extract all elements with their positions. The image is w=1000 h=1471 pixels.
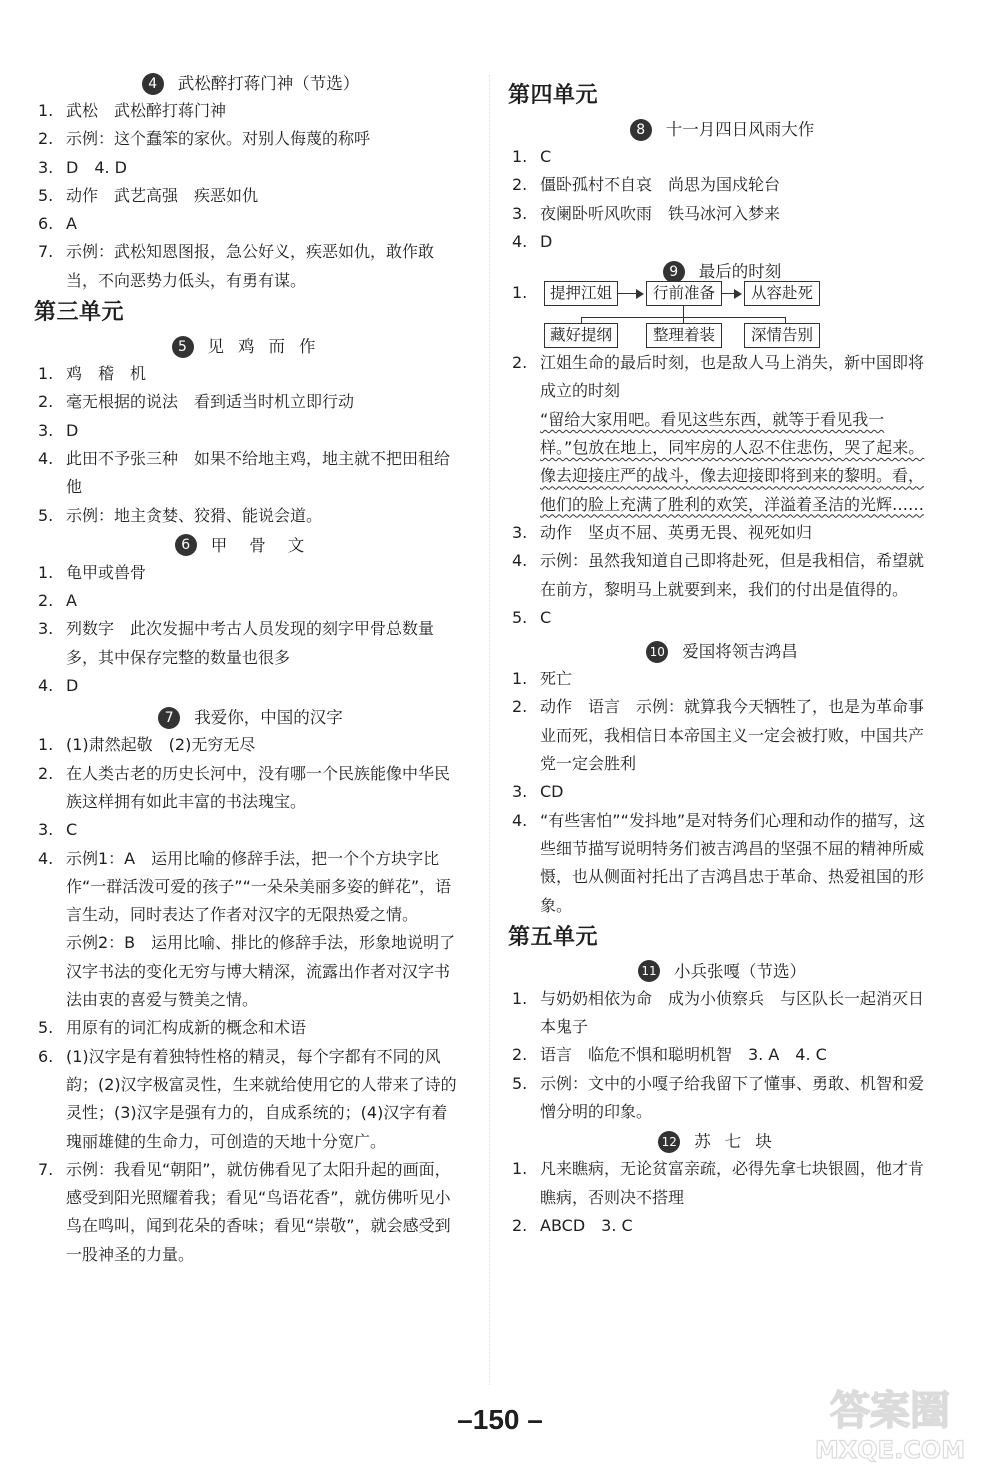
- answer-item: [38, 502, 463, 530]
- answer-number: 2.: [38, 129, 54, 149]
- answer-text: 动作 武艺高强 疾恶如仇: [66, 185, 259, 205]
- answer-number: 2.: [512, 353, 528, 373]
- answer-number: 2.: [512, 1215, 528, 1235]
- answer-number: 2.: [38, 763, 54, 783]
- answer-list: [512, 665, 932, 920]
- answer-text: 示例：武松知恩图报，急公好义，疾恶如仇，敢作敢当，不向恶势力低头，有勇有谋。: [66, 242, 435, 290]
- answer-text: D 4. D: [66, 157, 127, 177]
- answer-item: [38, 1014, 463, 1042]
- answer-number: 7.: [38, 1159, 54, 1179]
- answer-item: [38, 587, 463, 615]
- answer-number: 1.: [512, 669, 528, 689]
- quote-text: “留给大家用吧。看见这些东西，就等于看见我一样。”包放在地上，同牢房的人忍不住悲伤，哭了起来。: [540, 409, 925, 458]
- answer-number: 1.: [512, 147, 528, 166]
- answer-item: [512, 349, 932, 406]
- answer-list: [38, 97, 463, 295]
- section-title-5: [38, 331, 463, 360]
- answer-number: 6.: [38, 1046, 54, 1066]
- answer-item: [512, 200, 932, 228]
- answer-item: [38, 559, 463, 587]
- section-number-badge: 5: [172, 336, 194, 358]
- answer-item: [38, 182, 463, 210]
- answer-text: 示例1：A 运用比喻的修辞手法，把一个个方块字比作“一群活泼可爱的孩子”“一朵朵美丽多姿的鲜花”，语言生动，同时表达了作者对汉字的无限热爱之情。: [66, 848, 452, 925]
- answer-text: ABCD 3. C: [540, 1215, 633, 1235]
- section-title-6: [38, 530, 463, 559]
- answer-text: 鸡 稽 机: [66, 364, 147, 384]
- answer-text: 凡来瞧病，无论贫富亲疏，必得先拿七块银圆，他才肯瞧病，否则决不搭理: [540, 1159, 925, 1207]
- answer-list: [512, 985, 932, 1126]
- section-title-7: [38, 702, 463, 731]
- right-column: [508, 78, 932, 1240]
- answer-number: 4.: [38, 448, 54, 468]
- answer-number: 3.: [512, 522, 528, 542]
- answer-text: 毫无根据的说法 看到适当时机立即行动: [66, 392, 355, 412]
- answer-number: 3.: [38, 157, 54, 177]
- answer-text: 动作 语言 示例：就算我今天牺牲了，也是为革命事业而死，我相信日本帝国主义一定会被打败，中国共产党一定会胜利: [540, 697, 925, 774]
- answer-item: [512, 143, 932, 171]
- answer-item: [512, 519, 932, 547]
- answer-number: 7.: [38, 242, 54, 262]
- section-number-badge: 9: [663, 261, 685, 283]
- diagram-box-bottom-1: 藏好提纲: [544, 323, 618, 348]
- answer-item: [38, 388, 463, 416]
- answer-text: 示例：虽然我知道自己即将赴死，但是我相信，希望就在前方，黎明马上就要到来，我们的付出是值得的。: [540, 551, 925, 599]
- answer-item: [512, 693, 932, 778]
- answer-text: 僵卧孤村不自哀 尚思为国戍轮台: [540, 175, 781, 195]
- answer-list: [512, 519, 932, 632]
- answer-text: 动作 坚贞不屈、英勇无畏、视死如归: [540, 522, 813, 542]
- section-title-text: 甲骨文: [210, 535, 327, 555]
- answer-item: [512, 985, 932, 1042]
- answer-item: [512, 1212, 932, 1240]
- answer-number: 6.: [38, 214, 54, 234]
- answer-list: [512, 1155, 932, 1240]
- answer-number: 4.: [512, 551, 528, 571]
- answer-number: 5.: [38, 1018, 54, 1038]
- answer-item: [512, 807, 932, 920]
- answer-item: [38, 238, 463, 295]
- answer-number: 1.: [512, 988, 528, 1008]
- answer-text: C: [540, 607, 552, 627]
- diagram-box-top-1: 提押江姐: [544, 281, 618, 306]
- answer-text: 示例：文中的小嘎子给我留下了懂事、勇敢、机智和爱憎分明的印象。: [540, 1073, 925, 1122]
- answer-number: 5.: [512, 1073, 528, 1093]
- answer-item: [38, 615, 463, 672]
- answer-item: [38, 845, 463, 930]
- answer-item: [512, 604, 932, 632]
- answer-number: 1.: [38, 101, 54, 120]
- answer-item: [512, 1070, 932, 1127]
- answer-number: 3.: [512, 782, 528, 802]
- answer-number: 3.: [38, 619, 54, 639]
- answer-item: [38, 360, 463, 388]
- answer-text: (1)汉字是有着独特性格的精灵，每个字都有不同的风韵；(2)汉字极富灵性，生来就给使用它的人带来了诗的灵性；(3)汉字是强有力的，自成系统的；(4)汉字有着瑰丽雄健的生命力，可创造的天地十分宽广。: [66, 1046, 457, 1151]
- answer-item: [512, 547, 932, 604]
- section-title-text: 我爱你，中国的汉字: [194, 708, 343, 728]
- answer-number: 4.: [512, 231, 528, 251]
- diagram-connector: [618, 293, 638, 294]
- diagram-box-top-2: 行前准备: [646, 281, 722, 306]
- answer-item: [38, 417, 463, 445]
- answer-number: 2.: [512, 697, 528, 717]
- answer-item: [512, 665, 932, 693]
- section-title-10: [512, 636, 932, 665]
- answer-item: [38, 97, 463, 125]
- answer-number: 4.: [38, 676, 54, 696]
- answer-text: 武松 武松醉打蒋门神: [66, 101, 227, 120]
- answer-item: [512, 228, 932, 256]
- left-column: [34, 68, 463, 1269]
- arrow-right-icon: [636, 289, 644, 299]
- answer-number: 4.: [38, 848, 54, 868]
- answer-item: [38, 731, 463, 759]
- answer-item: [38, 1156, 463, 1269]
- answer-item: [38, 760, 463, 817]
- flow-diagram: [512, 281, 932, 347]
- answer-item: [38, 929, 463, 1014]
- answer-text: 示例2：B 运用比喻、排比的修辞手法，形象地说明了汉字书法的变化无穷与博大精深，流露出作者对汉字书法由衷的喜爱与赞美之情。: [66, 933, 456, 1010]
- section-title-text: 武松醉打蒋门神（节选）: [177, 74, 360, 93]
- unit-heading-4: 第四单元: [508, 82, 599, 108]
- answer-number: 2.: [38, 591, 54, 611]
- answer-number: [38, 929, 66, 1014]
- answer-item: [512, 1155, 932, 1212]
- answer-number: 1.: [38, 562, 54, 582]
- answer-text: C: [66, 820, 78, 840]
- section-title-text: 十一月四日风雨大作: [665, 120, 815, 139]
- answer-list: [38, 731, 463, 1269]
- column-separator: [489, 75, 490, 1385]
- answer-number: 2.: [512, 175, 528, 195]
- answer-text: 示例：地主贪婪、狡猾、能说会道。: [66, 505, 323, 525]
- answer-text: 用原有的词汇构成新的概念和术语: [66, 1018, 307, 1038]
- answer-text: A: [66, 214, 77, 234]
- answer-number: 2.: [38, 392, 54, 412]
- answer-text: 与奶奶相依为命 成为小侦察兵 与区队长一起消灭日本鬼子: [540, 988, 925, 1037]
- section-title-text: 苏七块: [694, 1132, 786, 1152]
- answer-text: CD: [540, 782, 564, 802]
- answer-item: [38, 445, 463, 502]
- answer-item: [512, 1041, 932, 1069]
- answer-number: 1.: [38, 364, 54, 384]
- section-number-badge: 7: [158, 707, 180, 729]
- answer-item: [38, 210, 463, 238]
- answer-number: 5.: [38, 185, 54, 205]
- answer-item: [38, 154, 463, 182]
- section-number-badge: 11: [638, 960, 660, 982]
- diagram-box-bottom-3: 深情告别: [744, 323, 820, 348]
- answer-text: 龟甲或兽骨: [66, 562, 147, 582]
- answer-item: [512, 171, 932, 199]
- quote-text: 像去迎接庄严的战斗，像去迎接即将到来的黎明。看，他们的脸上充满了胜利的欢笑，洋溢着圣洁的光辉……: [540, 466, 925, 514]
- answer-item: [38, 672, 463, 700]
- section-number-badge: 4: [142, 73, 164, 95]
- quote-block-2: [512, 462, 932, 519]
- section-title-text: 见鸡而作: [207, 337, 330, 357]
- quote-block-1: [512, 406, 932, 463]
- answer-number: 1.: [38, 735, 54, 755]
- answer-number: 5.: [512, 607, 528, 627]
- answer-text: 语言 临危不惧和聪明机智 3. A 4. C: [540, 1045, 827, 1065]
- answer-text: C: [540, 147, 552, 166]
- answer-text: D: [540, 231, 553, 251]
- answer-text: D: [66, 420, 79, 440]
- answer-number: 5.: [38, 505, 54, 525]
- section-title-4: [38, 68, 463, 97]
- answer-text: (1)肃然起敬 (2)无穷无尽: [66, 735, 256, 755]
- answer-list: [512, 143, 932, 256]
- section-title-text: 最后的时刻: [698, 262, 782, 282]
- diagram-box-top-3: 从容赴死: [744, 281, 820, 306]
- answer-item: [38, 1043, 463, 1156]
- section-title-8: [512, 114, 932, 143]
- answer-text: 死亡: [540, 669, 573, 689]
- answer-number: 3.: [512, 203, 528, 223]
- answer-number: 3.: [38, 820, 54, 840]
- section-number-badge: 12: [658, 1131, 680, 1153]
- answer-number: 4.: [512, 810, 528, 830]
- answer-number: 1.: [512, 1159, 528, 1179]
- svg-text:答案圈: 答案圈: [830, 1388, 950, 1434]
- answer-text: 在人类古老的历史长河中，没有哪一个民族能像中华民族这样拥有如此丰富的书法瑰宝。: [66, 763, 451, 811]
- diagram-box-bottom-2: 整理着装: [646, 323, 722, 348]
- answer-text: A: [66, 591, 77, 611]
- answer-text: D: [66, 676, 79, 696]
- answer-text: 此田不予张三种 如果不给地主鸡，地主就不把田租给他: [66, 448, 451, 497]
- answer-text: 示例：我看见“朝阳”，就仿佛看见了太阳升起的画面，感受到阳光照耀着我；看见“鸟语花香”，就仿佛听见小鸟在鸣叫，闻到花朵的香味；看见“崇敬”，就会感受到一股神圣的力量。: [66, 1159, 451, 1264]
- diagram-item-number: 1.: [512, 283, 528, 303]
- answer-number: 2.: [512, 1045, 528, 1065]
- diagram-connector: [683, 306, 684, 317]
- answer-text: 示例：这个蠢笨的家伙。对别人侮蔑的称呼: [66, 129, 371, 149]
- section-number-badge: 10: [646, 641, 668, 663]
- answer-item: [512, 778, 932, 806]
- unit-heading-3: 第三单元: [34, 299, 125, 326]
- answer-text: 列数字 此次发掘中考古人员发现的刻字甲骨总数量多，其中保存完整的数量也很多: [66, 619, 435, 667]
- arrow-right-icon: [734, 289, 742, 299]
- page-number: –150 –: [457, 1404, 543, 1435]
- section-title-text: 小兵张嘎（节选）: [674, 961, 806, 981]
- section-number-badge: 8: [630, 119, 652, 141]
- answer-number: 3.: [38, 420, 54, 440]
- answer-text: 夜阑卧听风吹雨 铁马冰河入梦来: [540, 203, 781, 223]
- section-title-12: [512, 1126, 932, 1155]
- answer-text: 江姐生命的最后时刻，也是敌人马上消失，新中国即将成立的时刻: [540, 353, 925, 401]
- watermark-logo: [800, 1380, 980, 1465]
- section-title-11: [512, 956, 932, 985]
- answer-item: [38, 816, 463, 844]
- section-title-text: 爱国将领吉鸿昌: [682, 642, 798, 662]
- unit-heading-5: 第五单元: [508, 923, 599, 950]
- section-number-badge: 6: [175, 534, 197, 556]
- answer-list: [38, 559, 463, 700]
- answer-list: [38, 360, 463, 530]
- answer-item: [38, 125, 463, 153]
- answer-text: “有些害怕”“发抖地”是对特务们心理和动作的描写，这些细节描写说明特务们被吉鸿昌的坚强不屈的精神所威慑，也从侧面衬托出了吉鸿昌忠于革命、热爱祖国的形象。: [540, 810, 926, 915]
- svg-text:MXQE.COM: MXQE.COM: [814, 1436, 966, 1464]
